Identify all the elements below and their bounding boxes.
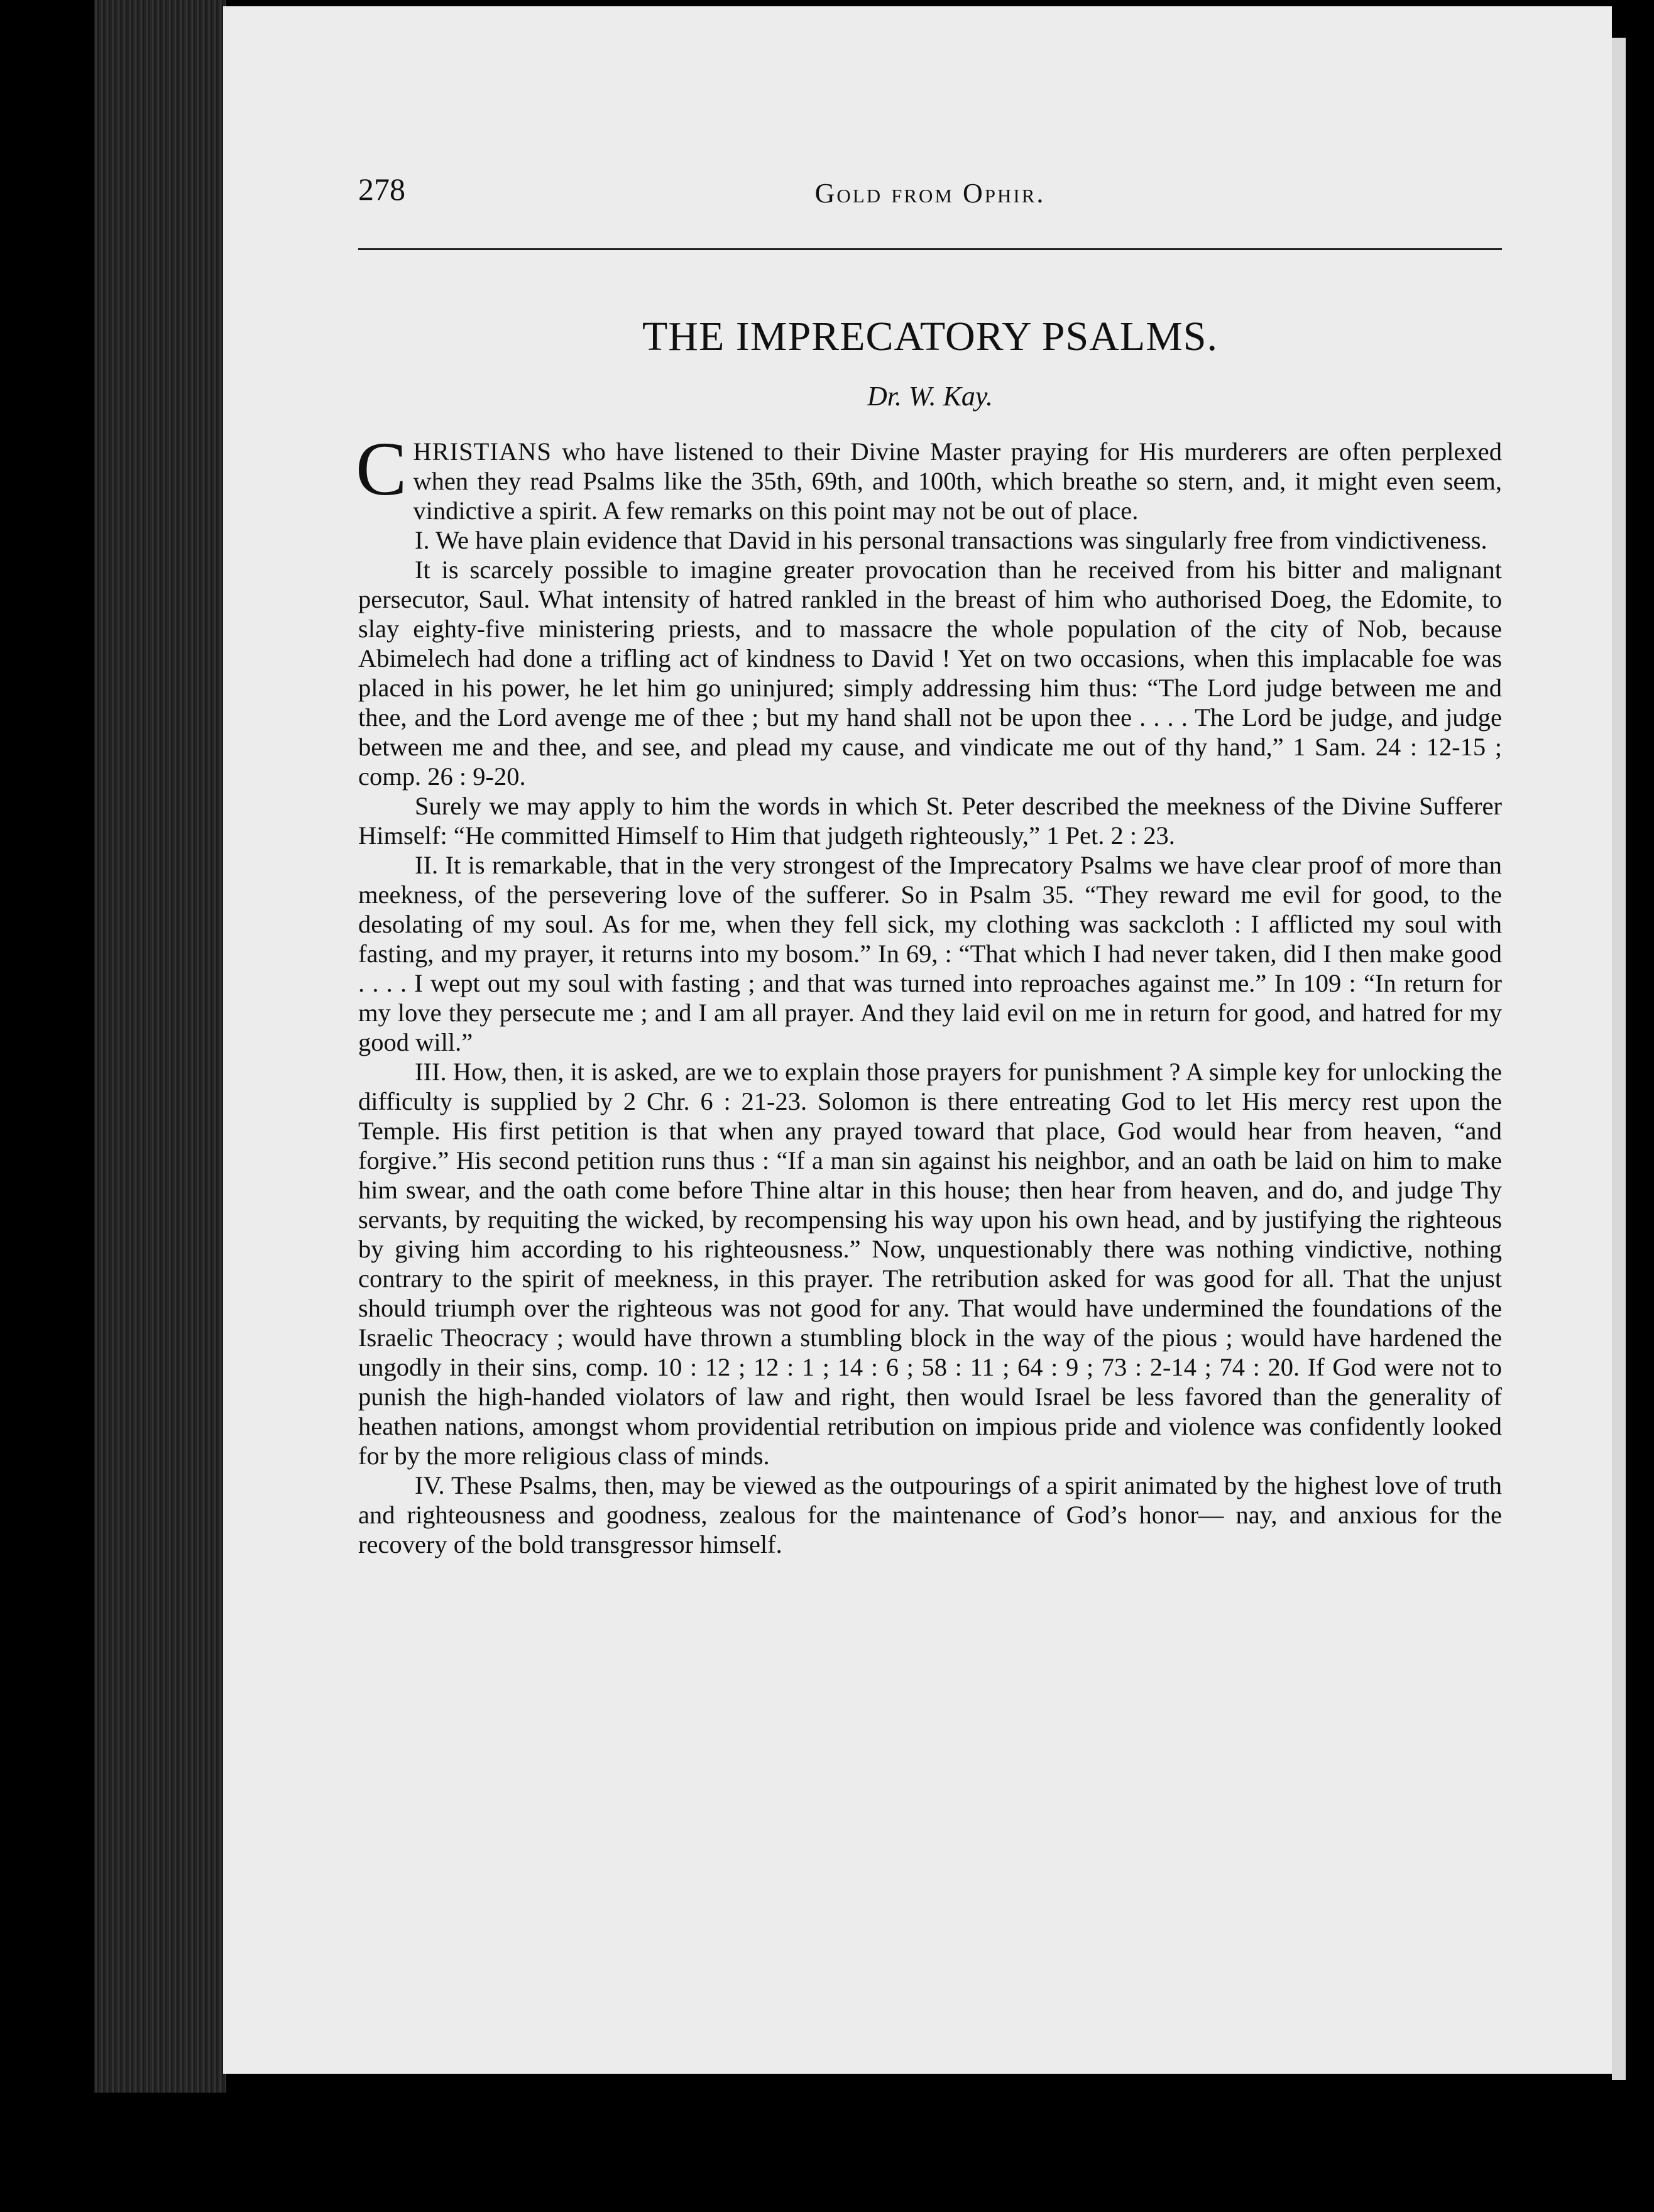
book-page <box>223 6 1612 2074</box>
article-title: THE IMPRECATORY PSALMS. <box>642 314 1219 359</box>
paragraph-section-2: II. It is remarkable, that in the very strongest of the Imprecatory Psalms we have clear proof of more than meekness, of the persevering love of the sufferer. So in Psalm 35. “They reward me evil for good, to the desolating of my soul. As for me, when they fell sick, my clothing was sackcloth : I afflicted my soul with fasting, and my prayer, it returns into my bosom.” In 69, : “That which I had never taken, did I then make good . . . . I wept out my soul with fasting ; and that was turned into reproaches against me.” In 109 : “In return for my love they persecute me ; and I am all prayer. And they laid evil on me in return for good, and hatred for my good will.” <box>358 851 1502 1056</box>
paragraph-section-1: I. We have plain evidence that David in his personal transactions was singularly free from vindictiveness. <box>415 526 1487 554</box>
paragraph-section-4: IV. These Psalms, then, may be viewed as the outpourings of a spirit animated by the highest love of truth and righteousness and goodness, zealous for the maintenance of God’s honor— nay, and anxious for the recovery of the bold transgressor himself. <box>358 1471 1502 1558</box>
article-author: Dr. W. Kay. <box>867 381 994 412</box>
paragraph-section-3: III. How, then, it is asked, are we to explain those prayers for punishment ? A simple key for unlocking the difficulty is supplied by 2 Chr. 6 : 21-23. Solomon is there entreating God to let His mercy rest upon the Temple. His first petition is that when any prayed toward that place, God would hear from heaven, “and forgive.” His second petition runs thus : “If a man sin against his neighbor, and an oath be laid on him to make him swear, and the oath come before Thine altar in this house; then hear from heaven, and do, and judge Thy servants, by requiting the wicked, by recompensing his way upon his own head, and by justifying the righteous by giving him according to his righteousness.” Now, unquestionably there was nothing vindictive, nothing contrary to the spirit of meekness, in this prayer. The retribution asked for was good for all. That the unjust should triumph over the righteous was not good for any. That would have undermined the foundations of the Israelic Theocracy ; would have thrown a stumbling block in the way of the pious ; would have hardened the ungodly in their sins, comp. 10 : 12 ; 12 : 1 ; 14 : 6 ; 58 : 11 ; 64 : 9 ; 73 : 2-14 ; 74 : 20. If God were not to punish the high-handed violators of law and right, then would Israel be less favored than the generality of heathen nations, amongst whom providential retribution on impious pride and violence was confidently looked for by the more religious class of minds. <box>358 1058 1502 1470</box>
next-page-edge <box>1612 38 1626 2080</box>
drop-cap: C <box>356 427 407 512</box>
paragraph-st-peter: Surely we may apply to him the words in which St. Peter described the meekness of the Divine Sufferer Himself: “He committed Himself to Him that judgeth righteously,” 1 Pet. 2 : 23. <box>358 792 1502 850</box>
running-title: Gold from Ophir. <box>814 178 1046 209</box>
paragraph-intro <box>356 427 1502 525</box>
page-number: 278 <box>358 172 405 207</box>
page-header <box>358 171 1502 227</box>
lead-in-word: HRISTIANS <box>413 437 552 466</box>
article-body <box>356 427 1502 1559</box>
book-page-edges <box>94 0 226 2093</box>
header-rule <box>358 248 1502 250</box>
paragraph-saul-provocation: It is scarcely possible to imagine greater provocation than he received from his bitter and malignant persecutor, Saul. What intensity of hatred rankled in the breast of him who authorised Doeg, the Edomite, to slay eighty-five ministering priests, and to massacre the whole population of the city of Nob, because Abimelech had done a trifling act of kindness to David ! Yet on two occasions, when this implacable foe was placed in his power, he let him go uninjured; simply addressing him thus: “The Lord judge between me and thee, and the Lord avenge me of thee ; but my hand shall not be upon thee . . . . The Lord be judge, and judge between me and thee, and see, and plead my cause, and vindicate me out of thy hand,” 1 Sam. 24 : 12-15 ; comp. 26 : 9-20. <box>358 556 1502 791</box>
paragraph-intro-text: who have listened to their Divine Master praying for His murderers are often perplexed when they read Psalms like the 35th, 69th, and 100th, which breathe so stern, and, it might even seem, vindictive a spirit. A few remarks on this point may not be out of place. <box>413 437 1502 525</box>
